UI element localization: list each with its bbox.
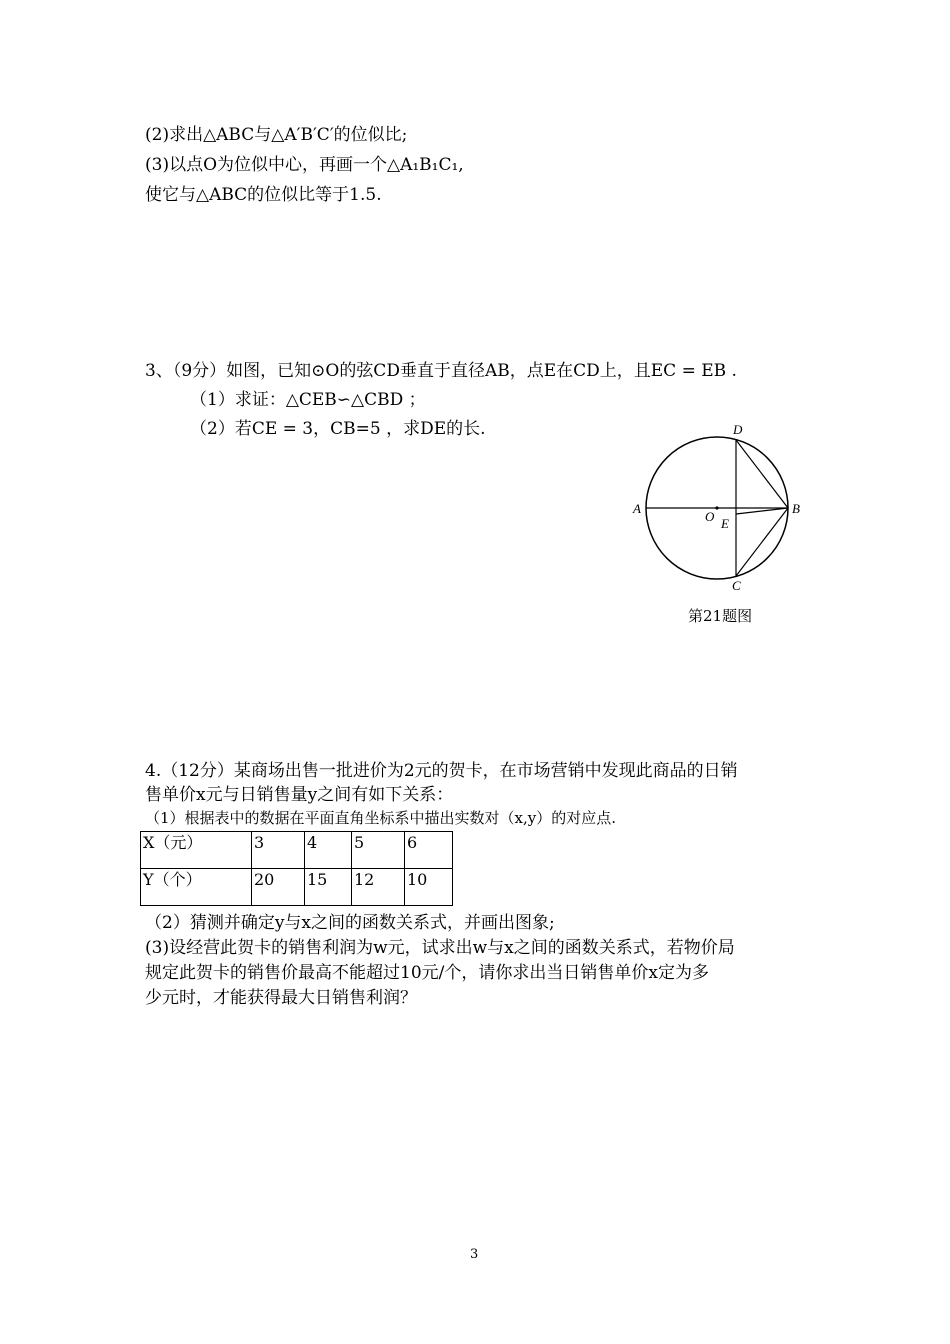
table-cell: 4 [305,832,352,869]
table-cell: X（元） [141,832,252,869]
label-d: D [733,422,743,437]
q2-line-1: (2)求出△ABC与△A′B′C′的位似比; [145,125,408,145]
table-cell: 15 [305,869,352,906]
q4-line-6: 规定此贺卡的销售价最高不能超过10元/个，请你求出当日销售单价x定为多 [145,963,709,983]
table-row [141,869,453,906]
label-a: A [633,501,641,516]
q4-line-4: （2）猜测并确定y与x之间的函数关系式，并画出图象; [145,913,555,933]
circle-geometry-figure [625,418,815,598]
label-c: C [732,578,741,593]
table-row [141,832,453,869]
table-cell: 6 [405,832,453,869]
q4-line-2: 售单价x元与日销售量y之间有如下关系： [145,785,454,805]
label-o: O [705,509,715,524]
page-number: 3 [470,1247,479,1262]
q4-line-1: 4.（12分）某商场出售一批进价为2元的贺卡，在市场营销中发现此商品的日销 [145,761,738,781]
q3-line-3: （2）若CE = 3，CB=5 ，求DE的长. [190,419,486,439]
label-b: B [792,501,800,516]
q3-line-1: 3、（9分）如图，已知⊙O的弦CD垂直于直径AB，点E在CD上，且EC = EB . [145,361,737,381]
center-point-o [715,506,718,509]
q2-line-2: (3)以点O为位似中心，再画一个△A₁B₁C₁, [145,155,464,175]
segment-eb [736,508,788,514]
q4-line-7: 少元时，才能获得最大日销售利润？ [145,988,417,1008]
table-cell: 3 [252,832,305,869]
q4-line-3: （1）根据表中的数据在平面直角坐标系中描出实数对（x,y）的对应点. [145,809,617,827]
q3-line-2: （1）求证：△CEB∽△CBD ； [190,390,426,410]
price-quantity-table [140,831,453,906]
table-cell: 12 [352,869,405,906]
table-cell: 5 [352,832,405,869]
table-cell: 10 [405,869,453,906]
figure-caption: 第21题图 [688,607,753,625]
q4-line-5: (3)设经营此贺卡的销售利润为w元，试求出w与x之间的函数关系式，若物价局 [145,938,735,958]
segment-cb [736,508,788,576]
table-cell: Y（个） [141,869,252,906]
label-e: E [721,516,729,531]
segment-db [736,440,788,508]
q2-line-3: 使它与△ABC的位似比等于1.5. [145,185,382,205]
table-cell: 20 [252,869,305,906]
